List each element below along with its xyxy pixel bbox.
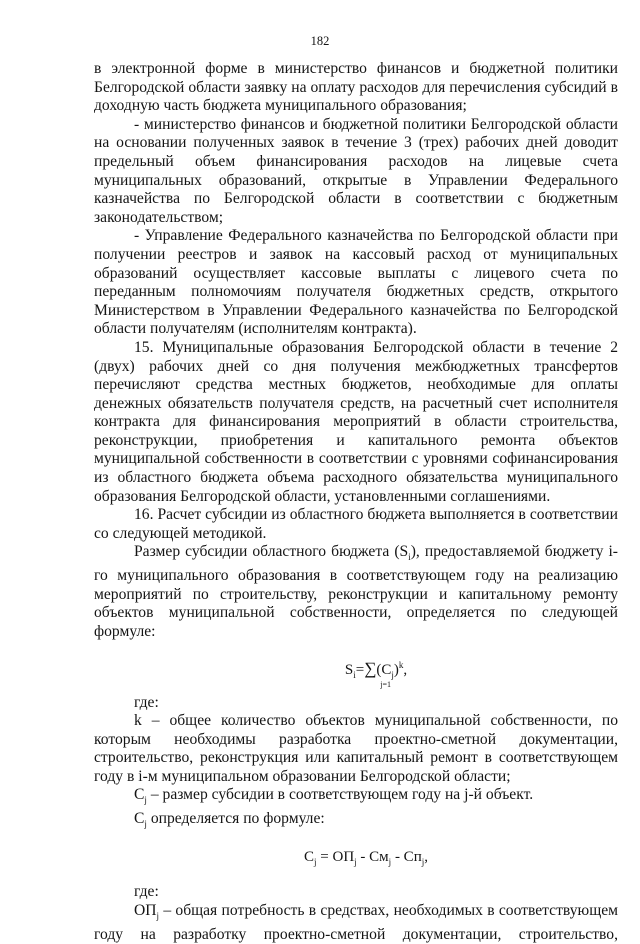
paragraph-k: k – общее количество объектов муниципальной собственности, по которым необходимы разработка проектно-сметной документации, строительство, реконструкция или капитальный ремонт в соответствующем году в i-м муниципальном образовании Белгородской области; <box>94 712 618 785</box>
paragraph-cj-def: $C_j$ – размер субсидии в соответствующем году на j-й объект. <box>134 786 534 806</box>
where-label-2: где: <box>134 883 159 901</box>
paragraph-2: - министерство финансов и бюджетной политики Белгородской области на основании полученных заявок в течение 3 (трех) рабочих дней доводит предельный объем финансирования расходов на лицевые счета муниципальных образований, открытые в Управлении Федерального казначейства по Белгородской области в соответствии с бюджетным законодательством; <box>94 115 618 226</box>
paragraph-4: 15. Муниципальные образования Белгородской области в течение 2 (двух) рабочих дней со дня получения межбюджетных трансфертов перечисляют средства местных бюджетов, необходимые для оплаты денежных обязательств получателя средств, на расчетный счет исполнителя контракта для финансирования мероприятий в области строительства, реконструкции, приобретения и капитального ремонта объектов муниципальной собственности в соответствии с уровнями софинансирования из областного бюджета объема расходного обязательства муниципального образования Белгородской области, установленными соглашениями. <box>94 338 618 505</box>
paragraph-5: 16. Расчет субсидии из областного бюджета выполняется в соответствии со следующей методикой. <box>94 506 618 542</box>
paragraph-cj-formula-intro: $C_j$ определяется по формуле: <box>134 810 325 830</box>
sum-sign: ∑ <box>364 658 377 678</box>
formula-cj: $C_j = ОП_j - Cм_j - Cп_j$, <box>304 848 428 867</box>
paragraph-subsidy-size: Размер субсидии областного бюджета $(S_i)$, предоставляемой бюджету i-го муниципального образования в соответствующем году на реализацию мероприятий по строительству, реконструкции и капитальному ремонту объектов муниципальной собственности, определяется по следующей формуле: <box>94 543 618 640</box>
page-number: 182 <box>310 34 330 48</box>
paragraph-1: в электронной форме в министерство финансов и бюджетной политики Белгородской области заявку на оплату расходов для перечисления субсидий в доходную часть бюджета муниципального образования; <box>94 60 618 115</box>
document-body <box>94 60 618 944</box>
formula-subsidy: $S_i=\sum$ j=1 $(C_j)^k$, <box>344 658 408 689</box>
where-label-1: где: <box>134 693 159 711</box>
paragraph-op: $ОП_j$ – общая потребность в средствах, необходимых в соответствующем году на разработку проектно-сметной документации, строительство, <box>94 902 618 943</box>
paragraph-3: - Управление Федерального казначейства по Белгородской области при получении реестров и заявок на кассовый расход от муниципальных образований осуществляет кассовые выплаты с лицевого счета по переданным полномочиям получателя бюджетных средств, открытого Министерством в Управлении Федерального казначейства по Белгородской области получателям (исполнителям контракта). <box>94 227 618 338</box>
